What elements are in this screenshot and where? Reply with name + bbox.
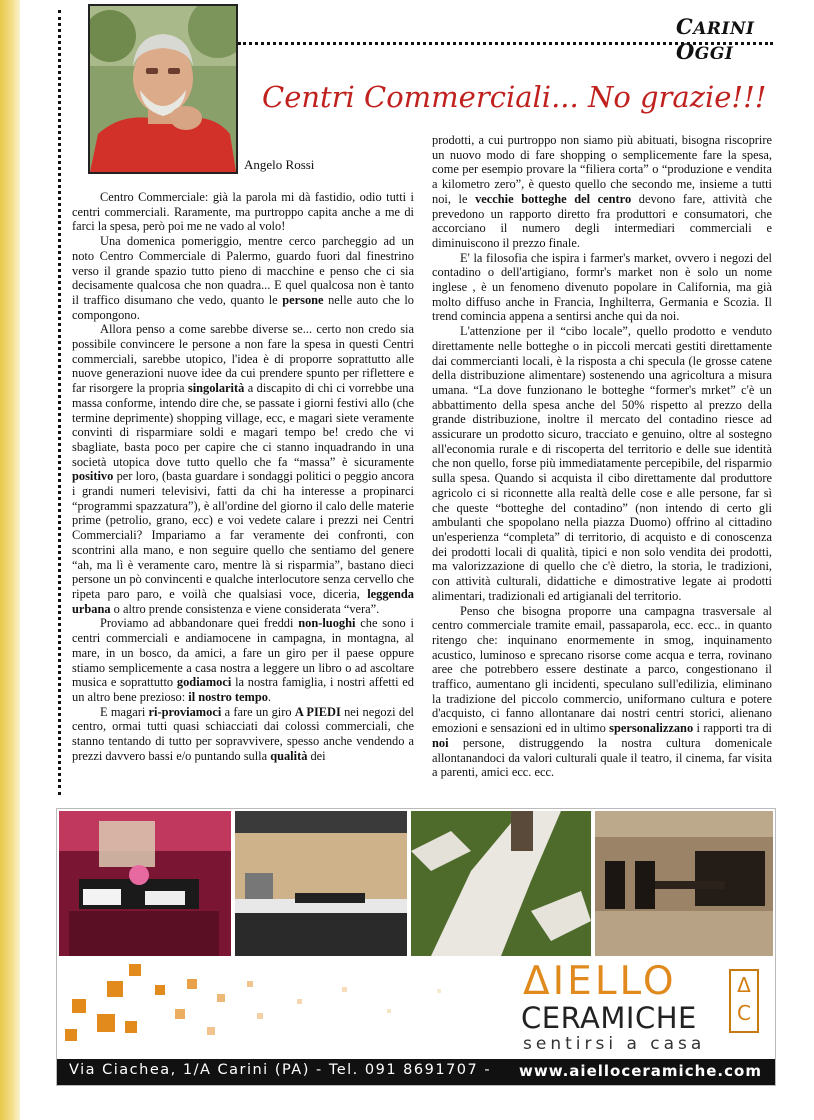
brand-subtitle: CERAMICHE <box>521 1001 697 1035</box>
brand-logo <box>729 969 759 1033</box>
decor-square <box>247 981 253 987</box>
paragraph: Una domenica pomeriggio, mentre cerco parcheggio ad un noto Centro Commerciale di Palermo, guardo fuori dal finestrino verso il grande spazio tutto pieno di macchine e penso che ci sia decisamente qualcosa che non quadra... E quel qualcosa non è tanto il traffico disumano che vedo, quanto le persone nelle auto che lo compongono. <box>72 234 415 322</box>
dotted-rule-vertical <box>58 10 61 795</box>
brand-name: ΔIELLO <box>523 959 677 1004</box>
paragraph: L'attenzione per il “cibo locale”, quello prodotto e venduto direttamente nelle botteghe o in piccoli mercati gestiti direttamente dai commercianti locali, è la risposta a chi specula (le grosse catene della distribuzione alimentare) sostenendo una agricoltura a misura umana. “La dove funzionano le botteghe “former's mrket” c'è un abbattimento della spesa anche del 50% rispetto al prezzo della grande distribuzione, inoltre il mercato del contadino riesce ad assicurare un prodotto sicuro, tracciato e genuino, oltre al sostegno all'economia rurale e di riscoperta del territorio e delle sue identità che non quello, forse più immediatamente percepibile, del risparmio sulla spesa. Quando si acquista il cibo direttamente dal produttore agricolo ci si riconnette alla realtà delle cose e alle persone, far sì che queste “botteghe del contadino” (non intendo di certo gli ambulanti che spopolano nella piazza Duomo) offrino al cittadino un'esperienza “completa” di territorio, di acquisto e di conoscenza dei prodotti locali di qualità, tipici e non solo vendita dei prodotti, ma valorizzazione di quello che c'è dietro, la storia, le tradizioni, con attività culturali, didattiche e dimostrative legate ai prodotti alimentari, tradizionali ed artigianali del territorio. <box>432 324 772 603</box>
paragraph: prodotti, a cui purtroppo non siamo più abituati, bisogna riscoprire un nuovo modo di fare shopping o semplicemente fare la spesa, come per esempio provare la “filiera corta” o “produzione e vendita a kilometro zero”, è questo quello che secondo me, insieme a tutti noi, le vecchie botteghe del centro devono fare, attività che prevedono un rapporto diretto fra produttori e consumatori, che accorciano il numero degli intermediari commerciali e diminuiscono il prezzo finale. <box>432 133 772 250</box>
logo-delta: Δ <box>737 973 751 997</box>
decor-square <box>187 979 197 989</box>
ceramiche-advertisement[interactable] <box>56 808 776 1086</box>
paragraph: E magari ri-proviamoci a fare un giro A PIEDI nei negozi del centro, ormai tutti quasi schiacciati dai colossi commerciali, che stanno tentando di tutto per sopravvivere, spesso anche vendendo a prezzi davvero bassi e/o puntando sulla qualità dei <box>72 704 414 763</box>
garden-paving-photo <box>411 811 591 956</box>
paragraph: Centro Commerciale: già la parola mi dà fastidio, odio tutti i centri commerciali. Raramente, ma purtroppo capita anche a me di farci la spesa, però poi me ne vado al volo! <box>72 190 414 234</box>
decor-square <box>72 999 86 1013</box>
decor-square <box>129 964 141 976</box>
decor-square <box>217 994 225 1002</box>
brand-tagline: sentirsi a casa <box>523 1034 706 1054</box>
decor-square <box>342 987 347 992</box>
decor-square <box>125 1021 137 1033</box>
masthead: CARINI OGGI <box>676 14 755 64</box>
paragraph: E' la filosofia che ispira i farmer's market, ovvero i negozi del contadino o dell'artigiano, formr's market non è solo un nome inglese , è un fenomeno divenuto popolare in California, ma già molto diffuso anche in Francia, Inghilterra, Germania e Scozia. Il trend comincia appena a sentirsi anche qui da noi. <box>432 250 772 324</box>
dining-room-photo <box>595 811 773 956</box>
decor-square <box>207 1027 215 1035</box>
page-edge <box>0 0 20 1120</box>
decor-square <box>107 981 123 997</box>
website-link[interactable]: www.aielloceramiche.com <box>519 1062 762 1080</box>
decor-square <box>257 1013 263 1019</box>
left-column <box>72 190 414 763</box>
author-photo <box>88 4 238 174</box>
article-title: Centri Commerciali... No grazie!!! <box>262 80 767 114</box>
kitchen-photo <box>235 811 407 956</box>
decor-square <box>387 1009 391 1013</box>
decor-square <box>155 985 165 995</box>
bathroom-photo <box>59 811 231 956</box>
right-column <box>432 133 772 780</box>
decor-square <box>437 989 441 993</box>
paragraph: Penso che bisogna proporre una campagna trasversale al centro commerciale tramite email, passaparola, ecc. ecc.. in quanto ritengo che: inquinano enormemente in smog, inquinamento acustico, luminoso e sprecano risorse come acqua e terra, rovinano aree che potrebbero essere destinate a parco, congestionano il traffico, aumentano gli incidenti, speculano sull'edilizia, eliminano la tradizione del piccolo commercio, uniformano cultura e potere d'acquisto, ci fanno allontanare dai nostri centri storici, alienano emozioni e sensazioni ed in ultimo spersonalizzano i rapporti tra di noi persone, distruggendo la nostra cultura domenicale allontanandoci da valori culturali quale il teatro, il cinema, far visita a parenti, amici ecc. ecc. <box>432 603 773 780</box>
decor-square <box>65 1029 77 1041</box>
paragraph: Proviamo ad abbandonare quei freddi non-luoghi che sono i centri commerciali e andiamocene in campagna, in montagna, al mare, in un bosco, da amici, a fare un giro per il paese oppure stiamo semplicemente a casa nostra a leggere un libro o ad ascoltare musica e soprattutto godiamoci la nostra famiglia, i nostri affetti ed un altro bene prezioso: il nostro tempo. <box>72 616 414 704</box>
contact-bar <box>57 1059 775 1085</box>
author-byline: Angelo Rossi <box>244 157 315 172</box>
address-phone: Via Ciachea, 1/A Carini (PA) - Tel. 091 8691707 - <box>69 1062 492 1078</box>
paragraph: Allora penso a come sarebbe diverse se... certo non credo sia possibile convincere le persone a non fare la spesa in questi Centri commerciali, sarebbe utopico, l'idea è di proporre soprattutto alle nuove generazioni nuove idee da cui prendere spunto per riflettere e far risorgere la propria singolarità a discapito di chi ci vorrebbe una massa conforme, intendo dire che, se passate i giorni festivi allo (che termine deprimente) shopping village, ecc, e magari siete veramente convinti di risparmiare soldi e magari tempo be! credo che vi sbagliate, basta poco per capire che ci stanno inquadrando in una società utopica dove tutto quello che fa “massa” è sicuramente positivo per loro, (basta guardare i sondaggi politici o peggio ancora i grandi numeri televisivi, fatti da chi ha interesse a propinarci “programmi spazzatura”), è all'ordine del giorno il calo delle materie prime (petrolio, grano, ecc) e voi vedete calare i prezzi nei Centri Commerciali? Impariamo a far veramente dei confronti, con scontrini alla mano, e non seguire quello che sentiamo del genere “ah, ma lì è veramente caro, mentre là si risparmia”, bastano dieci persone un pò convincenti e qualche interlocutore senza cervello che ripeta paro paro, e voilà che qualsiasi voce, diceria, leggenda urbana o altro prende consistenza e viene considerata “vera”. <box>72 322 414 616</box>
decor-square <box>175 1009 185 1019</box>
decor-square <box>97 1014 115 1032</box>
logo-c: C <box>737 1001 751 1025</box>
decor-square <box>297 999 302 1004</box>
